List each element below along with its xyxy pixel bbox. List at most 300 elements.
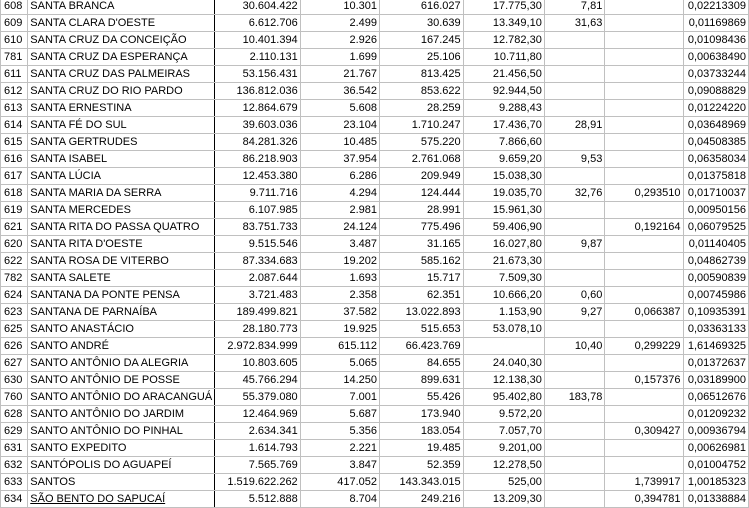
- cell-col-6[interactable]: 0,299229: [605, 338, 683, 355]
- cell-col-6[interactable]: [605, 406, 683, 423]
- cell-code[interactable]: 612: [1, 83, 28, 100]
- cell-code[interactable]: 633: [1, 474, 28, 491]
- cell-col-2[interactable]: 8.704: [300, 491, 379, 508]
- cell-col-3[interactable]: 84.655: [380, 355, 464, 372]
- cell-municipality[interactable]: SANTA MARIA DA SERRA: [28, 185, 215, 202]
- table-row: [1, 15, 749, 32]
- cell-col-2[interactable]: 2.981: [300, 202, 379, 219]
- cell-municipality[interactable]: SANTA GERTRUDES: [28, 134, 215, 151]
- cell-municipality[interactable]: SANTO EXPEDITO: [28, 440, 215, 457]
- table-row: [1, 66, 749, 83]
- cell-col-5[interactable]: [544, 457, 605, 474]
- cell-municipality[interactable]: SANTANA DA PONTE PENSA: [28, 287, 215, 304]
- cell-col-3[interactable]: 183.054: [380, 423, 464, 440]
- cell-col-3[interactable]: 2.761.068: [380, 151, 464, 168]
- cell-col-4[interactable]: 7.057,70: [463, 423, 544, 440]
- cell-col-3[interactable]: 575.220: [380, 134, 464, 151]
- cell-col-1[interactable]: 1.614.793: [215, 440, 300, 457]
- cell-col-6[interactable]: [605, 457, 683, 474]
- cell-col-6[interactable]: [605, 253, 683, 270]
- cell-col-6[interactable]: [605, 236, 683, 253]
- cell-col-1[interactable]: 39.603.036: [215, 117, 300, 134]
- cell-col-4[interactable]: 9.288,43: [463, 100, 544, 117]
- cell-col-5[interactable]: [544, 168, 605, 185]
- cell-col-7[interactable]: 0,03189900: [683, 372, 748, 389]
- cell-col-3[interactable]: 1.710.247: [380, 117, 464, 134]
- cell-col-6[interactable]: [605, 134, 683, 151]
- cell-col-4[interactable]: 7.866,60: [463, 134, 544, 151]
- cell-col-1[interactable]: 55.379.080: [215, 389, 300, 406]
- cell-col-1[interactable]: 45.766.294: [215, 372, 300, 389]
- cell-municipality[interactable]: SANTO ANTÔNIO DO ARACANGUÁ: [28, 389, 215, 406]
- cell-col-6[interactable]: 0,293510: [605, 185, 683, 202]
- cell-code[interactable]: 614: [1, 117, 28, 134]
- table-row: [1, 134, 749, 151]
- cell-col-7[interactable]: 0,06079525: [683, 219, 748, 236]
- cell-col-1[interactable]: 9.515.546: [215, 236, 300, 253]
- cell-col-4[interactable]: 12.782,30: [463, 32, 544, 49]
- cell-col-4[interactable]: 21.673,30: [463, 253, 544, 270]
- cell-col-3[interactable]: 55.426: [380, 389, 464, 406]
- cell-col-5[interactable]: [544, 66, 605, 83]
- cell-col-4[interactable]: 12.138,30: [463, 372, 544, 389]
- cell-col-2[interactable]: 417.052: [300, 474, 379, 491]
- cell-col-3[interactable]: 813.425: [380, 66, 464, 83]
- cell-col-2[interactable]: 19.202: [300, 253, 379, 270]
- cell-col-1[interactable]: 10.803.605: [215, 355, 300, 372]
- cell-code[interactable]: 760: [1, 389, 28, 406]
- cell-col-1[interactable]: 1.519.622.262: [215, 474, 300, 491]
- cell-col-3[interactable]: 31.165: [380, 236, 464, 253]
- cell-code[interactable]: 610: [1, 32, 28, 49]
- cell-code[interactable]: 616: [1, 151, 28, 168]
- table-row: [1, 202, 749, 219]
- cell-col-7[interactable]: 0,01004752: [683, 457, 748, 474]
- cell-col-2[interactable]: 23.104: [300, 117, 379, 134]
- cell-col-1[interactable]: 53.156.431: [215, 66, 300, 83]
- cell-col-4[interactable]: 19.035,70: [463, 185, 544, 202]
- table-body: [1, 0, 749, 508]
- cell-col-5[interactable]: [544, 491, 605, 508]
- cell-col-5[interactable]: [544, 474, 605, 491]
- cell-col-2[interactable]: 2.499: [300, 15, 379, 32]
- cell-code[interactable]: 631: [1, 440, 28, 457]
- cell-municipality[interactable]: SANTA RITA D'OESTE: [28, 236, 215, 253]
- cell-col-6[interactable]: [605, 66, 683, 83]
- cell-col-1[interactable]: 5.512.888: [215, 491, 300, 508]
- table-row: [1, 83, 749, 100]
- cell-municipality[interactable]: SANTA BRANCA: [28, 0, 215, 15]
- cell-col-5[interactable]: [544, 355, 605, 372]
- cell-col-7[interactable]: 0,00626981: [683, 440, 748, 457]
- cell-municipality[interactable]: SANTA RITA DO PASSA QUATRO: [28, 219, 215, 236]
- cell-col-6[interactable]: 0,309427: [605, 423, 683, 440]
- cell-col-6[interactable]: 0,394781: [605, 491, 683, 508]
- cell-col-2[interactable]: 7.001: [300, 389, 379, 406]
- cell-col-7[interactable]: 0,00936794: [683, 423, 748, 440]
- cell-municipality[interactable]: SANTA CRUZ DA CONCEIÇÃO: [28, 32, 215, 49]
- cell-municipality[interactable]: SÃO BENTO DO SAPUCAÍ: [28, 491, 215, 508]
- cell-col-7[interactable]: 0,04862739: [683, 253, 748, 270]
- cell-col-2[interactable]: 6.286: [300, 168, 379, 185]
- cell-col-5[interactable]: 7,81: [544, 0, 605, 15]
- cell-col-3[interactable]: 52.359: [380, 457, 464, 474]
- cell-col-2[interactable]: 14.250: [300, 372, 379, 389]
- cell-col-5[interactable]: 9,27: [544, 304, 605, 321]
- cell-col-1[interactable]: 9.711.716: [215, 185, 300, 202]
- table-row: [1, 219, 749, 236]
- cell-col-7[interactable]: 0,01372637: [683, 355, 748, 372]
- cell-col-3[interactable]: 173.940: [380, 406, 464, 423]
- cell-code[interactable]: 624: [1, 287, 28, 304]
- cell-code[interactable]: 628: [1, 406, 28, 423]
- cell-col-6[interactable]: 0,066387: [605, 304, 683, 321]
- cell-col-6[interactable]: [605, 49, 683, 66]
- cell-col-6[interactable]: 0,192164: [605, 219, 683, 236]
- cell-municipality[interactable]: SANTANA DE PARNAÍBA: [28, 304, 215, 321]
- cell-col-6[interactable]: [605, 151, 683, 168]
- cell-col-7[interactable]: 0,01375818: [683, 168, 748, 185]
- cell-code[interactable]: 615: [1, 134, 28, 151]
- cell-col-6[interactable]: [605, 15, 683, 32]
- cell-col-7[interactable]: 0,01209232: [683, 406, 748, 423]
- cell-municipality[interactable]: SANTO ANTÔNIO DE POSSE: [28, 372, 215, 389]
- cell-code[interactable]: 625: [1, 321, 28, 338]
- cell-col-6[interactable]: [605, 32, 683, 49]
- cell-col-4[interactable]: 13.349,10: [463, 15, 544, 32]
- cell-col-6[interactable]: [605, 117, 683, 134]
- cell-code[interactable]: 613: [1, 100, 28, 117]
- cell-col-1[interactable]: 10.401.394: [215, 32, 300, 49]
- cell-col-5[interactable]: [544, 219, 605, 236]
- cell-col-3[interactable]: 13.022.893: [380, 304, 464, 321]
- cell-code[interactable]: 611: [1, 66, 28, 83]
- cell-col-1[interactable]: 136.812.036: [215, 83, 300, 100]
- cell-col-7[interactable]: 0,06512676: [683, 389, 748, 406]
- cell-col-7[interactable]: 0,03733244: [683, 66, 748, 83]
- cell-code[interactable]: 617: [1, 168, 28, 185]
- cell-col-7[interactable]: 0,00590839: [683, 270, 748, 287]
- cell-col-2[interactable]: 1.693: [300, 270, 379, 287]
- cell-col-2[interactable]: 37.582: [300, 304, 379, 321]
- cell-col-4[interactable]: [463, 338, 544, 355]
- cell-col-7[interactable]: 0,03648969: [683, 117, 748, 134]
- cell-col-5[interactable]: 10,40: [544, 338, 605, 355]
- cell-col-4[interactable]: 59.406,90: [463, 219, 544, 236]
- cell-col-6[interactable]: 0,157376: [605, 372, 683, 389]
- cell-col-6[interactable]: [605, 321, 683, 338]
- cell-municipality[interactable]: SANTA CLARA D'OESTE: [28, 15, 215, 32]
- cell-col-2[interactable]: 37.954: [300, 151, 379, 168]
- cell-municipality[interactable]: SANTO ANTÔNIO DO JARDIM: [28, 406, 215, 423]
- cell-col-7[interactable]: 0,00950156: [683, 202, 748, 219]
- cell-municipality[interactable]: SANTOS: [28, 474, 215, 491]
- cell-col-6[interactable]: 1,739917: [605, 474, 683, 491]
- table-row: [1, 474, 749, 491]
- cell-code[interactable]: 619: [1, 202, 28, 219]
- cell-col-4[interactable]: 92.944,50: [463, 83, 544, 100]
- cell-municipality[interactable]: SANTA SALETE: [28, 270, 215, 287]
- cell-col-1[interactable]: 189.499.821: [215, 304, 300, 321]
- cell-col-1[interactable]: 12.453.380: [215, 168, 300, 185]
- cell-col-6[interactable]: [605, 100, 683, 117]
- cell-municipality[interactable]: SANTA FÉ DO SUL: [28, 117, 215, 134]
- cell-col-1[interactable]: 28.180.773: [215, 321, 300, 338]
- cell-municipality[interactable]: SANTA ROSA DE VITERBO: [28, 253, 215, 270]
- cell-col-2[interactable]: 5.065: [300, 355, 379, 372]
- cell-col-5[interactable]: 28,91: [544, 117, 605, 134]
- cell-col-7[interactable]: 0,01710037: [683, 185, 748, 202]
- cell-col-3[interactable]: 25.106: [380, 49, 464, 66]
- table-row: [1, 253, 749, 270]
- cell-col-5[interactable]: [544, 32, 605, 49]
- cell-col-5[interactable]: 9,87: [544, 236, 605, 253]
- cell-code[interactable]: 781: [1, 49, 28, 66]
- cell-col-4[interactable]: 9.201,00: [463, 440, 544, 457]
- table-row: [1, 423, 749, 440]
- cell-col-1[interactable]: 12.464.969: [215, 406, 300, 423]
- cell-municipality[interactable]: SANTA LÚCIA: [28, 168, 215, 185]
- cell-col-7[interactable]: 0,02213309: [683, 0, 748, 15]
- table-row: [1, 287, 749, 304]
- cell-code[interactable]: 782: [1, 270, 28, 287]
- cell-col-2[interactable]: 615.112: [300, 338, 379, 355]
- cell-col-7[interactable]: 0,09088829: [683, 83, 748, 100]
- cell-col-1[interactable]: 6.612.706: [215, 15, 300, 32]
- cell-col-5[interactable]: [544, 134, 605, 151]
- cell-col-2[interactable]: 19.925: [300, 321, 379, 338]
- cell-municipality[interactable]: SANTA ERNESTINA: [28, 100, 215, 117]
- cell-col-3[interactable]: 15.717: [380, 270, 464, 287]
- cell-col-2[interactable]: 1.699: [300, 49, 379, 66]
- cell-col-5[interactable]: [544, 253, 605, 270]
- cell-col-7[interactable]: 1,61469325: [683, 338, 748, 355]
- cell-col-4[interactable]: 9.572,20: [463, 406, 544, 423]
- cell-municipality[interactable]: SANTA MERCEDES: [28, 202, 215, 219]
- cell-col-3[interactable]: 899.631: [380, 372, 464, 389]
- cell-col-6[interactable]: [605, 168, 683, 185]
- cell-col-5[interactable]: 32,76: [544, 185, 605, 202]
- cell-code[interactable]: 608: [1, 0, 28, 15]
- cell-col-4[interactable]: 10.711,80: [463, 49, 544, 66]
- cell-code[interactable]: 627: [1, 355, 28, 372]
- cell-col-3[interactable]: 249.216: [380, 491, 464, 508]
- table-row: [1, 355, 749, 372]
- cell-col-5[interactable]: 9,53: [544, 151, 605, 168]
- cell-col-7[interactable]: 0,03363133: [683, 321, 748, 338]
- cell-col-7[interactable]: 0,04508385: [683, 134, 748, 151]
- cell-col-5[interactable]: 31,63: [544, 15, 605, 32]
- cell-col-1[interactable]: 6.107.985: [215, 202, 300, 219]
- cell-code[interactable]: 621: [1, 219, 28, 236]
- cell-col-4[interactable]: 21.456,50: [463, 66, 544, 83]
- cell-col-6[interactable]: [605, 83, 683, 100]
- cell-col-2[interactable]: 10.301: [300, 0, 379, 15]
- cell-col-6[interactable]: [605, 287, 683, 304]
- cell-col-4[interactable]: 17.436,70: [463, 117, 544, 134]
- table-row: [1, 32, 749, 49]
- cell-col-1[interactable]: 2.634.341: [215, 423, 300, 440]
- table-row: [1, 117, 749, 134]
- cell-col-2[interactable]: 4.294: [300, 185, 379, 202]
- cell-col-6[interactable]: [605, 270, 683, 287]
- cell-municipality[interactable]: SANTO ANTÔNIO DO PINHAL: [28, 423, 215, 440]
- cell-municipality[interactable]: SANTO ANDRÉ: [28, 338, 215, 355]
- cell-col-6[interactable]: [605, 440, 683, 457]
- cell-col-7[interactable]: 0,01169869: [683, 15, 748, 32]
- cell-col-1[interactable]: 2.972.834.999: [215, 338, 300, 355]
- cell-col-6[interactable]: [605, 0, 683, 15]
- cell-code[interactable]: 632: [1, 457, 28, 474]
- cell-col-1[interactable]: 2.087.644: [215, 270, 300, 287]
- cell-col-5[interactable]: [544, 270, 605, 287]
- cell-col-2[interactable]: 3.487: [300, 236, 379, 253]
- table-row: [1, 0, 749, 15]
- cell-col-4[interactable]: 1.153,90: [463, 304, 544, 321]
- cell-col-2[interactable]: 2.926: [300, 32, 379, 49]
- cell-col-4[interactable]: 9.659,20: [463, 151, 544, 168]
- cell-code[interactable]: 622: [1, 253, 28, 270]
- cell-col-1[interactable]: 3.721.483: [215, 287, 300, 304]
- cell-col-2[interactable]: 2.358: [300, 287, 379, 304]
- cell-col-5[interactable]: [544, 202, 605, 219]
- cell-col-7[interactable]: 0,01338884: [683, 491, 748, 508]
- cell-col-3[interactable]: 515.653: [380, 321, 464, 338]
- cell-col-4[interactable]: 525,00: [463, 474, 544, 491]
- cell-municipality[interactable]: SANTA ISABEL: [28, 151, 215, 168]
- cell-col-2[interactable]: 24.124: [300, 219, 379, 236]
- cell-code[interactable]: 609: [1, 15, 28, 32]
- table-row: [1, 321, 749, 338]
- cell-col-2[interactable]: 36.542: [300, 83, 379, 100]
- cell-code[interactable]: 629: [1, 423, 28, 440]
- cell-col-7[interactable]: 0,00638490: [683, 49, 748, 66]
- cell-col-1[interactable]: 83.751.733: [215, 219, 300, 236]
- table-row: [1, 270, 749, 287]
- cell-col-7[interactable]: 0,01098436: [683, 32, 748, 49]
- cell-col-5[interactable]: [544, 49, 605, 66]
- cell-col-4[interactable]: 13.209,30: [463, 491, 544, 508]
- cell-col-1[interactable]: 7.565.769: [215, 457, 300, 474]
- table-row: [1, 457, 749, 474]
- cell-col-4[interactable]: 24.040,30: [463, 355, 544, 372]
- table-row: [1, 185, 749, 202]
- cell-col-4[interactable]: 7.509,30: [463, 270, 544, 287]
- cell-col-4[interactable]: 16.027,80: [463, 236, 544, 253]
- cell-col-5[interactable]: [544, 100, 605, 117]
- cell-col-6[interactable]: [605, 389, 683, 406]
- cell-col-7[interactable]: 0,01224220: [683, 100, 748, 117]
- table-row: [1, 236, 749, 253]
- cell-municipality[interactable]: SANTA CRUZ DO RIO PARDO: [28, 83, 215, 100]
- cell-col-5[interactable]: [544, 83, 605, 100]
- cell-col-5[interactable]: 183,78: [544, 389, 605, 406]
- cell-col-5[interactable]: 0,60: [544, 287, 605, 304]
- cell-col-1[interactable]: 86.218.903: [215, 151, 300, 168]
- cell-col-3[interactable]: 775.496: [380, 219, 464, 236]
- cell-col-4[interactable]: 95.402,80: [463, 389, 544, 406]
- cell-municipality[interactable]: SANTO ANASTÁCIO: [28, 321, 215, 338]
- cell-col-3[interactable]: 30.639: [380, 15, 464, 32]
- cell-col-5[interactable]: [544, 406, 605, 423]
- cell-col-7[interactable]: 0,01140405: [683, 236, 748, 253]
- table-row: [1, 338, 749, 355]
- cell-municipality[interactable]: SANTO ANTÔNIO DA ALEGRIA: [28, 355, 215, 372]
- cell-col-3[interactable]: 143.343.015: [380, 474, 464, 491]
- cell-col-2[interactable]: 5.687: [300, 406, 379, 423]
- cell-col-7[interactable]: 0,00745986: [683, 287, 748, 304]
- cell-col-4[interactable]: 15.038,30: [463, 168, 544, 185]
- cell-col-5[interactable]: [544, 423, 605, 440]
- table-row: [1, 168, 749, 185]
- table-row: [1, 151, 749, 168]
- cell-col-4[interactable]: 17.775,30: [463, 0, 544, 15]
- cell-code[interactable]: 623: [1, 304, 28, 321]
- cell-col-4[interactable]: 53.078,10: [463, 321, 544, 338]
- cell-code[interactable]: 618: [1, 185, 28, 202]
- cell-col-1[interactable]: 87.334.683: [215, 253, 300, 270]
- cell-col-3[interactable]: 124.444: [380, 185, 464, 202]
- cell-col-3[interactable]: 209.949: [380, 168, 464, 185]
- table-row: [1, 406, 749, 423]
- table-row: [1, 491, 749, 508]
- cell-col-1[interactable]: 12.864.679: [215, 100, 300, 117]
- cell-col-7[interactable]: 0,06358034: [683, 151, 748, 168]
- cell-col-3[interactable]: 19.485: [380, 440, 464, 457]
- cell-col-2[interactable]: 5.608: [300, 100, 379, 117]
- cell-col-4[interactable]: 10.666,20: [463, 287, 544, 304]
- cell-col-1[interactable]: 2.110.131: [215, 49, 300, 66]
- cell-col-4[interactable]: 12.278,50: [463, 457, 544, 474]
- cell-col-2[interactable]: 2.221: [300, 440, 379, 457]
- cell-col-2[interactable]: 10.485: [300, 134, 379, 151]
- cell-col-1[interactable]: 84.281.326: [215, 134, 300, 151]
- cell-col-3[interactable]: 853.622: [380, 83, 464, 100]
- cell-code[interactable]: 630: [1, 372, 28, 389]
- cell-col-5[interactable]: [544, 372, 605, 389]
- table-row: [1, 440, 749, 457]
- cell-col-3[interactable]: 66.423.769: [380, 338, 464, 355]
- cell-col-4[interactable]: 15.961,30: [463, 202, 544, 219]
- cell-col-3[interactable]: 28.991: [380, 202, 464, 219]
- table-row: [1, 372, 749, 389]
- table-row: [1, 304, 749, 321]
- cell-code[interactable]: 626: [1, 338, 28, 355]
- table-row: [1, 100, 749, 117]
- cell-col-5[interactable]: [544, 440, 605, 457]
- table-row: [1, 389, 749, 406]
- cell-col-3[interactable]: 616.027: [380, 0, 464, 15]
- cell-col-5[interactable]: [544, 321, 605, 338]
- cell-col-7[interactable]: 0,10935391: [683, 304, 748, 321]
- cell-municipality[interactable]: SANTA CRUZ DAS PALMEIRAS: [28, 66, 215, 83]
- cell-col-3[interactable]: 28.259: [380, 100, 464, 117]
- cell-col-3[interactable]: 62.351: [380, 287, 464, 304]
- cell-col-1[interactable]: 30.604.422: [215, 0, 300, 15]
- cell-col-2[interactable]: 21.767: [300, 66, 379, 83]
- cell-col-7[interactable]: 1,00185323: [683, 474, 748, 491]
- cell-municipality[interactable]: SANTA CRUZ DA ESPERANÇA: [28, 49, 215, 66]
- cell-col-3[interactable]: 585.162: [380, 253, 464, 270]
- cell-col-2[interactable]: 3.847: [300, 457, 379, 474]
- cell-col-6[interactable]: [605, 355, 683, 372]
- cell-code[interactable]: 620: [1, 236, 28, 253]
- cell-col-3[interactable]: 167.245: [380, 32, 464, 49]
- cell-col-6[interactable]: [605, 202, 683, 219]
- cell-code[interactable]: 634: [1, 491, 28, 508]
- cell-municipality[interactable]: SANTÓPOLIS DO AGUAPEÍ: [28, 457, 215, 474]
- cell-col-2[interactable]: 5.356: [300, 423, 379, 440]
